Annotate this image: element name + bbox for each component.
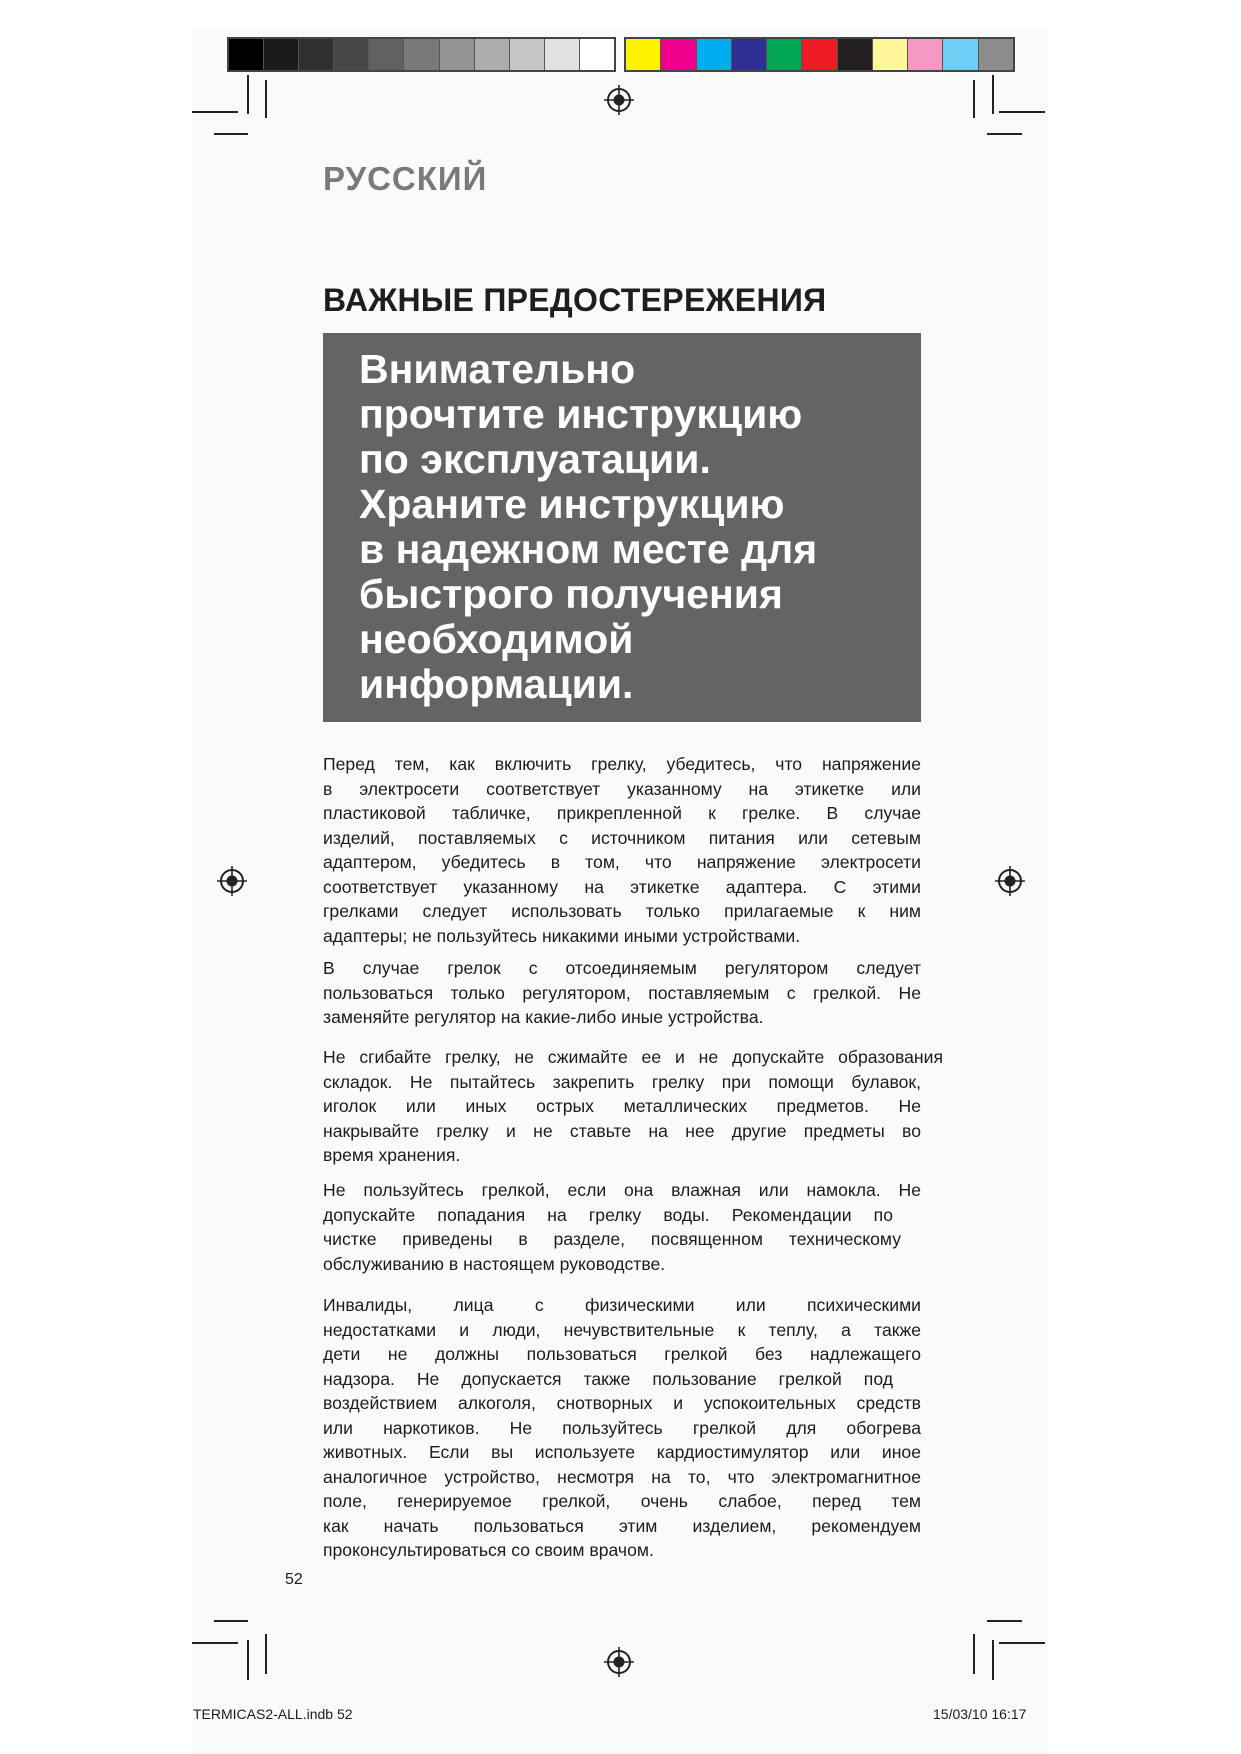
color-swatch: [661, 39, 696, 70]
color-swatch: [626, 39, 661, 70]
color-swatch: [767, 39, 802, 70]
text-line: в электросети соответствует указанному на этикетке или: [323, 778, 921, 799]
slug-timestamp: 15/03/10 16:17: [933, 1706, 1027, 1722]
crop-mark: [247, 75, 249, 114]
registration-mark-icon: [995, 866, 1025, 896]
paragraph-moisture: [323, 1178, 921, 1276]
color-swatch: [697, 39, 732, 70]
text-line: адаптером, убедитесь в том, что напряжение электросети: [323, 852, 921, 872]
crop-mark: [973, 80, 975, 118]
crop-mark: [973, 1634, 975, 1674]
color-swatch: [404, 39, 439, 70]
text-line: аналогичное устройство, несмотря на то, что электромагнитное: [323, 1466, 921, 1487]
text-line: дети не должны пользоваться грелкой без надлежащего: [323, 1344, 921, 1364]
text-line: как начать пользоваться этим изделием, рекомендуем: [323, 1515, 921, 1536]
warning-box: [323, 333, 921, 722]
text-line: Не пользуйтесь грелкой, если она влажная или намокла. Не: [323, 1180, 921, 1200]
text-line: Не сгибайте грелку, не сжимайте ее и не допускайте образования: [323, 1047, 943, 1067]
text-line: Перед тем, как включить грелку, убедитесь, что напряжение: [323, 754, 921, 774]
text-line: В случае грелок с отсоединяемым регулятором следует: [323, 958, 921, 978]
crop-mark: [999, 1642, 1045, 1644]
slug-filename: TERMICAS2-ALL.indb 52: [193, 1706, 353, 1722]
color-swatch: [873, 39, 908, 70]
paragraph-supervision: [323, 1293, 921, 1563]
warning-line: прочтите инструкцию: [359, 391, 803, 437]
crop-mark: [192, 111, 238, 113]
color-swatch: [732, 39, 767, 70]
grayscale-bar: [227, 37, 616, 72]
crop-mark: [992, 75, 994, 114]
paragraph-folding: [323, 1045, 943, 1168]
warning-line: в надежном месте для: [359, 526, 818, 572]
text-line: поле, генерируемое грелкой, очень слабое, перед тем: [323, 1491, 921, 1511]
crop-mark: [987, 133, 1022, 135]
color-swatch: [580, 39, 614, 70]
text-line: складок. Не пытайтесь закрепить грелку при помощи булавок,: [323, 1071, 921, 1092]
text-line: грелками следует использовать только прилагаемые к ним: [323, 901, 921, 921]
paragraph-voltage: [323, 752, 921, 948]
crop-mark: [265, 1634, 267, 1674]
text-line: заменяйте регулятор на какие-либо иные устройства.: [323, 1007, 764, 1027]
color-swatch: [229, 39, 264, 70]
color-swatch: [299, 39, 334, 70]
text-line: пользоваться только регулятором, поставляемым с грелкой. Не: [323, 982, 921, 1003]
text-line: или наркотиков. Не пользуйтесь грелкой для обогрева: [323, 1417, 921, 1438]
text-line: воздействием алкоголя, снотворных и успокоительных средств: [323, 1393, 921, 1413]
crop-mark: [247, 1640, 249, 1680]
text-line: соответствует указанному на этикетке адаптера. С этими: [323, 876, 921, 897]
page-number: 52: [285, 1571, 303, 1588]
text-line: накрывайте грелку и не ставьте на нее другие предметы во: [323, 1120, 921, 1141]
text-line: иголок или иных острых металлических предметов. Не: [323, 1096, 921, 1116]
color-swatch: [943, 39, 978, 70]
color-swatch: [475, 39, 510, 70]
text-line: проконсультироваться со своим врачом.: [323, 1540, 654, 1560]
crop-mark: [214, 1620, 248, 1622]
process-color-bar: [624, 37, 1015, 72]
color-swatch: [908, 39, 943, 70]
registration-mark-icon: [217, 866, 247, 896]
text-line: обслуживанию в настоящем руководстве.: [323, 1253, 666, 1274]
text-line: надзора. Не допускается также пользование грелкой под: [323, 1368, 893, 1389]
warning-line: необходимой: [359, 616, 634, 662]
text-line: чистке приведены в разделе, посвященном техническому: [323, 1229, 901, 1249]
text-line: допускайте попадания на грелку воды. Рекомендации по: [323, 1204, 893, 1225]
warning-line: Внимательно: [359, 346, 636, 392]
color-swatch: [545, 39, 580, 70]
warning-line: по эксплуатации.: [359, 436, 711, 482]
registration-mark-icon: [604, 1647, 634, 1677]
color-swatch: [510, 39, 545, 70]
registration-mark-icon: [604, 85, 634, 115]
text-line: недостатками и люди, нечувствительные к теплу, а также: [323, 1319, 921, 1340]
warning-line: Храните инструкцию: [359, 481, 785, 527]
text-line: пластиковой табличке, прикрепленной к грелке. В случае: [323, 803, 921, 823]
color-swatch: [979, 39, 1013, 70]
crop-mark: [999, 111, 1045, 113]
crop-mark: [214, 133, 248, 135]
text-line: Инвалиды, лица с физическими или психическими: [323, 1295, 921, 1315]
warning-line: информации.: [359, 661, 634, 707]
crop-mark: [192, 1642, 238, 1644]
text-line: изделий, поставляемых с источником питания или сетевым: [323, 827, 921, 848]
color-swatch: [264, 39, 299, 70]
color-swatch: [838, 39, 873, 70]
crop-mark: [265, 80, 267, 118]
crop-mark: [992, 1640, 994, 1680]
color-swatch: [334, 39, 369, 70]
color-swatch: [369, 39, 404, 70]
text-line: адаптеры; не пользуйтесь никакими иными устройствами.: [323, 925, 801, 946]
color-swatch: [440, 39, 475, 70]
color-swatch: [802, 39, 837, 70]
paragraph-controller: [323, 956, 921, 1030]
crop-mark: [987, 1620, 1022, 1622]
warning-line: быстрого получения: [359, 571, 783, 617]
language-title: РУССКИЙ: [323, 160, 488, 197]
text-line: животных. Если вы используете кардиостимулятор или иное: [323, 1442, 921, 1462]
text-line: время хранения.: [323, 1145, 461, 1165]
section-heading: ВАЖНЫЕ ПРЕДОСТЕРЕЖЕНИЯ: [323, 282, 827, 318]
